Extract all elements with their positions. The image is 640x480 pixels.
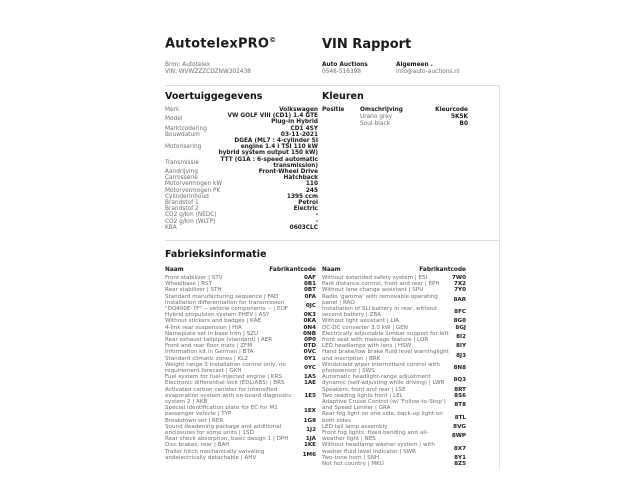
factory-left-rows	[165, 275, 316, 461]
factory-item-code: 8FC	[454, 309, 466, 316]
factory-item-code: 8Q3	[453, 377, 466, 384]
vehicle-row-label: Transmissie	[165, 159, 199, 166]
factory-item-code: 1EX	[303, 408, 316, 415]
factory-item-name: LED tail lamp assembly	[322, 423, 388, 430]
factory-item-name: Trailer hitch mechanically swiveling andelectrically detachable | AHV	[165, 448, 265, 461]
vehicle-row-label: Marktcodering	[165, 125, 207, 132]
factory-row	[165, 362, 316, 374]
factory-column-left	[165, 267, 316, 461]
factory-item-code: 8RT	[454, 386, 466, 393]
factory-item-code: 0YC	[304, 364, 316, 371]
factory-item-name: 4-link rear suspension | HIA	[165, 324, 242, 331]
factory-item-code: 0N4	[303, 324, 316, 331]
factory-item-name: Without lane change assistant | SPU	[322, 287, 424, 294]
company-name: Auto Auctions	[322, 62, 368, 68]
factory-item-name: Hand brake/low brake fluid level warninglight and inscription | BRK	[322, 349, 449, 362]
vehicle-row-label: Motorisering	[165, 144, 202, 151]
factory-item-name: Windshield wiper intermittent control with photosensor | SWS	[322, 361, 440, 375]
factory-item-code: 8GJ	[455, 324, 466, 331]
vehicle-row-value: 1395 ccm	[286, 193, 318, 200]
factory-item-code: 8WP	[451, 433, 466, 440]
brand-title	[165, 36, 276, 51]
contact-block	[396, 62, 460, 76]
factory-item-code: 0BT	[304, 287, 316, 294]
factory-item-code: 0Y1	[304, 355, 316, 362]
color-code: 5K5K	[450, 113, 468, 120]
color-positie	[322, 114, 360, 121]
vehicle-row-value: Petrol	[298, 200, 318, 207]
factory-item-name: Park distance control, front and rear | EPH	[322, 281, 440, 288]
factory-item-code: 1AE	[303, 380, 316, 387]
brand-title-text: AutotelexPRO	[165, 36, 270, 52]
vehicle-row-label: Cylinderinhoud	[165, 193, 209, 200]
factory-item-name: Front and rear floor mats | ZFM	[165, 343, 253, 350]
vehicle-row-value: 110	[305, 181, 318, 188]
factory-item-name: Wheelbase | RST	[165, 281, 213, 288]
factory-row	[165, 424, 316, 436]
factory-item-code: 8X7	[453, 445, 466, 452]
vehicle-row-label: Carrosserie	[165, 175, 198, 182]
factory-row	[322, 331, 466, 343]
vehicle-row	[165, 225, 318, 231]
factory-item-name: Standard manufacturing sequence | FAD	[165, 293, 279, 300]
vehicle-row-label: KBA	[165, 224, 177, 231]
factory-left-header-row	[165, 267, 316, 274]
vehicle-rows	[165, 107, 318, 231]
factory-item-name: Installation differentiation for transmission "DQ400E-7F" -- vehicle components -- | EOF	[165, 299, 289, 313]
vehicle-row-label: Motorvermogen kW	[165, 181, 223, 188]
vehicle-row-label: Aandrijving	[165, 169, 198, 176]
section-divider	[165, 240, 500, 241]
factory-item-code: 1J2	[306, 426, 316, 433]
factory-item-name: Adaptive Cruise Control (w/ 'Follow-to-Stop') and Speed Limiter | GRA	[322, 399, 446, 412]
factory-column-right	[322, 267, 466, 467]
factory-item-name: Not hot country | MKU	[322, 461, 384, 468]
factory-item-code: 0TD	[303, 343, 316, 350]
vehicle-row	[165, 113, 318, 125]
factory-item-name: LED headlamps with lens | HSW	[322, 343, 412, 350]
factory-row	[165, 405, 316, 417]
factory-item-code: 7W0	[452, 275, 466, 281]
vehicle-row-value: DGEA (ML7 : 4-cylinder SI engine 1.4 l TSI 110 kW hybrid system output 150 kW)	[218, 138, 318, 157]
vehicle-row-label: CO2 g/km (WLTP)	[165, 218, 216, 225]
factory-item-code: 8VG	[453, 423, 466, 430]
factory-item-code: 8T8	[454, 402, 466, 409]
factory-row	[165, 300, 316, 312]
factory-item-code: 0NB	[303, 330, 316, 337]
report-title: VIN Rapport	[322, 37, 412, 52]
vehicle-section-title: Voertuiggegevens	[165, 91, 263, 102]
vehicle-row-value: 245	[305, 187, 318, 194]
factory-row	[322, 294, 466, 306]
factory-item-name: Breakdown set | RER	[165, 417, 224, 424]
vehicle-row-value: TTT (G1A : 6-speed automatic transmission)	[220, 156, 318, 169]
factory-item-code: 8N8	[453, 364, 466, 371]
vehicle-row-value: 0603CLC	[289, 224, 318, 231]
vehicle-row-value: -	[315, 218, 318, 225]
factory-item-code: 0K3	[303, 312, 316, 319]
factory-item-name: Fuel system for fuel-injected engine | KRS	[165, 374, 282, 381]
factory-item-code: 0AF	[303, 275, 316, 281]
factory-row	[322, 411, 466, 423]
factory-row	[322, 461, 466, 467]
factory-item-code: 1E5	[304, 392, 316, 399]
colors-section-title: Kleuren	[322, 91, 364, 102]
contact-email: info@auto-auctions.nl	[396, 69, 460, 76]
vehicle-row	[165, 157, 318, 169]
factory-row	[322, 399, 466, 411]
color-code: B0	[459, 120, 468, 127]
factory-item-code: 1G8	[303, 417, 316, 424]
factory-item-name: Installation of SLI battery in rear, without second battery | ZBA	[322, 306, 438, 319]
factory-item-name: Rear exhaust tailpipe (standard) | AER	[165, 337, 273, 344]
vin-line: VIN: WVWZZZCDZNW302438	[165, 69, 251, 76]
factory-item-code: 8IY	[455, 343, 466, 350]
factory-code-header: Fabrikantcode	[419, 267, 466, 273]
factory-row	[322, 362, 466, 374]
factory-item-name: Weight range 3 installation control only, no requirement forecast | GKH	[165, 361, 286, 375]
factory-row	[322, 306, 466, 318]
factory-item-name: Without stickers and badges | KAE	[165, 318, 261, 325]
factory-item-code: 8TL	[454, 414, 466, 421]
vehicle-row-label: Brandstof 2	[165, 206, 199, 213]
color-positie	[322, 121, 360, 128]
factory-item-name: DC-DC converter 3.0 kW | GEN	[322, 324, 408, 331]
factory-item-code: 0KA	[303, 318, 316, 325]
factory-item-name: Two reading lights front | LEL	[322, 392, 403, 399]
colors-header-row	[322, 107, 468, 114]
factory-row	[322, 442, 466, 454]
color-row	[322, 114, 468, 121]
factory-item-code: 8Z5	[454, 461, 466, 468]
color-row	[322, 121, 468, 128]
factory-columns	[165, 267, 500, 467]
factory-item-name: Disc brakes, rear | BAH	[165, 442, 230, 449]
factory-item-name: Sound deadening package and additional enclosures for some units | 1SD	[165, 423, 282, 437]
factory-info-section	[165, 249, 500, 467]
vehicle-row-label: Merk	[165, 107, 180, 113]
factory-row	[165, 387, 316, 406]
color-description: Soul-black	[360, 120, 390, 127]
factory-item-name: Rear shock absorption, basic design 1 | DPH	[165, 436, 289, 443]
factory-item-code: 8I2	[456, 333, 466, 340]
vehicle-row-label: Bouwdatum	[165, 131, 200, 138]
factory-item-name: Activated carbon canister for intensified evaporation system with on-board diagnostic system 2 | AKB	[165, 386, 292, 406]
factory-row	[322, 349, 466, 361]
factory-item-code: 0FA	[304, 293, 316, 300]
factory-row	[165, 449, 316, 461]
report-source-block	[165, 62, 251, 76]
vehicle-row-value: VW GOLF VIII (CD1) 1.4 GTE Plug-in Hybrid	[227, 113, 318, 126]
factory-item-code: 7Y0	[454, 287, 466, 294]
factory-item-name: Automatic headlight-range adjustment dynamic (self-adjusting while driving) | LWR	[322, 374, 445, 387]
source-line: Bron: Autotelex	[165, 62, 211, 68]
vehicle-row-value: -	[315, 212, 318, 219]
factory-code-header: Fabrikantcode	[269, 267, 316, 273]
header-divider	[165, 85, 500, 86]
factory-item-code: 7X2	[453, 281, 466, 288]
trademark-symbol: ©	[269, 36, 277, 44]
factory-item-name: Without headlamp washer system / with washer fluid level indicator | SWR	[322, 442, 435, 455]
vehicle-row-value: 03-11-2021	[280, 131, 318, 138]
colors-header-omschrijving: Omschrijving	[360, 107, 403, 113]
factory-item-code: 8AR	[453, 296, 466, 303]
factory-item-name: Without light assistant | LIA	[322, 318, 399, 325]
factory-item-code: 8Y1	[454, 454, 466, 461]
factory-right-header-row	[322, 267, 466, 274]
contact-label: Algemeen .	[396, 62, 433, 68]
factory-item-code: 1JA	[305, 436, 316, 443]
factory-item-code: 1KE	[303, 442, 316, 449]
vehicle-row-value: CD1 4SY	[290, 125, 318, 132]
vehicle-row	[165, 138, 318, 157]
colors-rows	[322, 114, 468, 128]
company-phone: 0548-516398	[322, 69, 361, 76]
factory-item-name: Special identification plate for EC for M1 passenger vehicle | TYP	[165, 405, 278, 418]
factory-item-code: 8G0	[453, 318, 466, 325]
factory-item-name: Hybrid propulsion system PHEV | ASY	[165, 312, 270, 319]
colors-header-positie: Positie	[322, 107, 345, 113]
factory-item-name: Rear fog light on one side, back-up light on both sides	[322, 411, 443, 424]
factory-item-name: Information kit in German | BTA	[165, 349, 254, 356]
factory-item-code: 8S6	[454, 392, 466, 399]
factory-item-code: 1M6	[302, 451, 316, 458]
factory-item-code: 0P0	[304, 337, 316, 344]
vehicle-row-label: Model	[165, 116, 183, 123]
vehicle-row-label: Motorvermogen PK	[165, 187, 221, 194]
factory-item-name: Front fog lights, fixed bending and all-weather light | NES	[322, 430, 429, 443]
company-block	[322, 62, 368, 76]
factory-item-name: Nameplate set in base trim | SZU	[165, 330, 259, 337]
factory-item-code: 0VC	[303, 349, 316, 356]
vehicle-row-value: Hatchback	[283, 175, 318, 182]
factory-section-title: Fabrieksinformatie	[165, 249, 267, 260]
vehicle-row-label: Brandstof 1	[165, 200, 199, 207]
factory-right-rows	[322, 275, 466, 467]
factory-item-name: Electronic differential lock (EDL/ABS) | BRS	[165, 380, 285, 387]
factory-item-name: Speakers, front and rear | LSE	[322, 386, 406, 393]
color-description: Urano grey	[360, 113, 393, 120]
vehicle-row-value: Volkswagen	[279, 107, 318, 113]
factory-item-code: 1A5	[303, 374, 316, 381]
vehicle-row-label: CO2 g/km (NEDC)	[165, 212, 217, 219]
factory-item-code: 0JC	[305, 302, 316, 309]
factory-item-name: Electrically adjustable lumbar support for left front seat with massage feature | LOR	[322, 330, 449, 344]
vehicle-data-section	[165, 91, 318, 231]
vehicle-row-value: Front-Wheel Drive	[258, 169, 318, 176]
factory-item-name: Without extended safety system | ESI	[322, 275, 428, 281]
factory-item-name: Two-tone horn | SNH	[322, 454, 380, 461]
factory-item-name: Front stabilizer | STV	[165, 275, 223, 281]
factory-item-code: 8J3	[456, 352, 466, 359]
factory-item-name: Rear stabilizer | STH	[165, 287, 222, 294]
factory-item-name: Standard climatic zones | KL2	[165, 355, 248, 362]
colors-header-kleurcode: Kleurcode	[435, 107, 468, 113]
factory-name-header: Naam	[322, 267, 341, 273]
colors-section	[322, 91, 468, 127]
factory-row	[322, 374, 466, 386]
factory-name-header: Naam	[165, 267, 184, 273]
factory-item-name: Radio 'gamma' with removable operating panel | RAO	[322, 293, 438, 306]
factory-row	[322, 430, 466, 442]
factory-item-code: 0B1	[303, 281, 316, 288]
vehicle-row-value: Electric	[293, 206, 318, 213]
